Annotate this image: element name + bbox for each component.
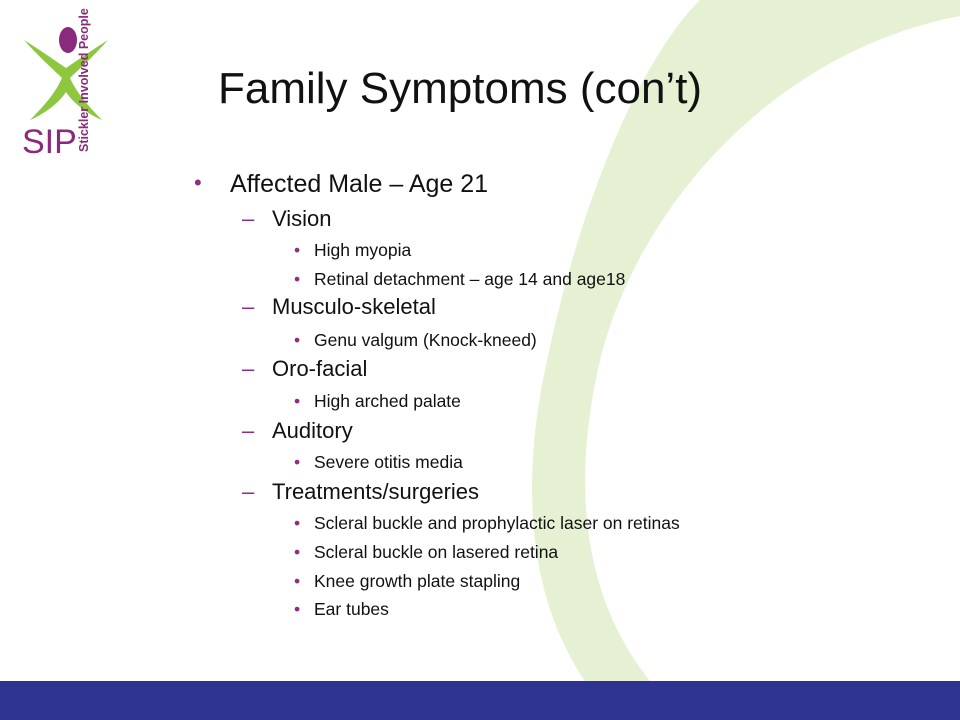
bullet-marker: • [294, 513, 301, 533]
bullet-marker: – [242, 294, 255, 319]
list-item [242, 206, 332, 232]
bullet-marker: • [294, 240, 301, 260]
list-item [294, 452, 463, 473]
list-item-text: Auditory [272, 418, 353, 443]
slide-title: Family Symptoms (con’t) [218, 64, 703, 113]
list-item [294, 599, 389, 620]
list-item-text: Severe otitis media [314, 452, 463, 472]
list-item-text: Knee growth plate stapling [314, 571, 521, 591]
list-item [242, 356, 368, 382]
list-item-text: Genu valgum (Knock-kneed) [314, 330, 537, 350]
list-item-text: High myopia [314, 240, 412, 260]
bullet-marker: • [294, 391, 301, 411]
list-item [294, 513, 680, 534]
list-item-text: Affected Male – Age 21 [230, 170, 489, 198]
list-item-text: Oro-facial [272, 356, 368, 381]
bullet-marker: – [242, 418, 255, 443]
bullet-marker: • [294, 452, 301, 472]
list-item-text: Ear tubes [314, 599, 389, 619]
list-item [294, 330, 537, 351]
logo-letters: SIP [22, 123, 77, 158]
list-item [294, 240, 412, 261]
list-item [242, 418, 353, 444]
bullet-marker: • [194, 170, 202, 195]
list-item-text: Musculo-skeletal [272, 294, 436, 319]
list-item-text: High arched palate [314, 391, 461, 411]
list-item [294, 542, 559, 563]
list-item [294, 571, 521, 592]
list-item-text: Vision [272, 206, 332, 231]
bullet-marker: • [294, 571, 301, 591]
bullet-marker: • [294, 542, 301, 562]
list-item-text: Scleral buckle and prophylactic laser on retinas [314, 513, 680, 533]
bullet-marker: – [242, 356, 255, 381]
list-item-text: Retinal detachment – age 14 and age18 [314, 269, 626, 289]
list-item [242, 294, 436, 320]
list-item [294, 391, 461, 412]
bullet-marker: – [242, 206, 255, 231]
list-item [294, 269, 626, 290]
bullet-marker: • [294, 330, 301, 350]
list-item-text: Scleral buckle on lasered retina [314, 542, 559, 562]
list-item [194, 170, 489, 199]
logo-tagline: Stickler Involved People [77, 8, 91, 152]
bullet-marker: • [294, 599, 301, 619]
sip-logo-mark [18, 8, 118, 158]
bullet-marker: – [242, 479, 255, 504]
list-item [242, 479, 480, 505]
footer-bar [0, 681, 960, 720]
bullet-marker: • [294, 269, 301, 289]
list-item-text: Treatments/surgeries [272, 479, 480, 504]
